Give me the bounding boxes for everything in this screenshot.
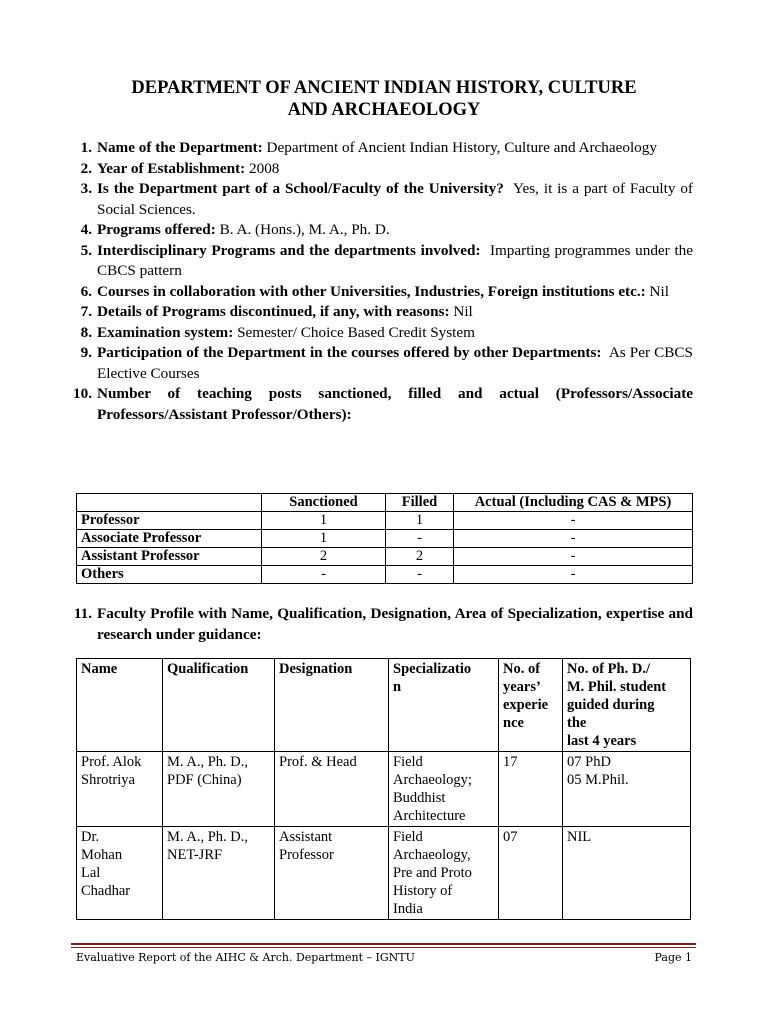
title-line-1: DEPARTMENT OF ANCIENT INDIAN HISTORY, CULTURE xyxy=(131,78,637,98)
table-cell: 1 xyxy=(262,512,386,530)
table-cell: 07 xyxy=(499,827,563,920)
list-item-number: 5. xyxy=(80,241,92,259)
list-item-label: Examination system: xyxy=(97,323,234,341)
table-cell: Dr. Mohan Lal Chadhar xyxy=(77,827,163,920)
list-item-number: 7. xyxy=(80,303,92,320)
list-item-number: 1. xyxy=(80,139,92,156)
table-cell: - xyxy=(454,530,693,548)
list-item xyxy=(72,282,693,303)
footer-divider xyxy=(71,943,696,945)
list-item-label: Details of Programs discontinued, if any, with reasons: xyxy=(97,303,450,320)
list-item-label: Interdisciplinary Programs and the departments involved: xyxy=(97,241,481,259)
table-cell: Prof. Alok Shrotriya xyxy=(77,752,163,827)
list-item-number: 4. xyxy=(80,221,92,238)
table-cell: 17 xyxy=(499,752,563,827)
column-header: Qualification xyxy=(163,659,275,752)
list-item-label: Name of the Department: xyxy=(97,139,263,156)
list-item-label: Is the Department part of a School/Faculty of the University? xyxy=(97,180,504,197)
list-item-number: 8. xyxy=(80,323,92,341)
column-header: Designation xyxy=(275,659,389,752)
list-item-label: Year of Establishment: xyxy=(97,159,246,177)
table-cell: - xyxy=(454,512,693,530)
list-item-text: Faculty Profile with Name, Qualification, Designation, Area of Specialization, expertise and research under guidance: xyxy=(97,605,693,643)
table-cell: 1 xyxy=(386,512,454,530)
table-row xyxy=(77,752,691,827)
table-cell: Field Archaeology; Buddhist Architecture xyxy=(389,752,499,827)
list-item-number: 10. xyxy=(73,385,92,402)
table-header-row xyxy=(77,494,693,512)
list-item-number: 3. xyxy=(80,180,92,197)
row-label-cell: Others xyxy=(77,566,262,584)
list-item-text xyxy=(97,159,693,180)
footer-report-title: Evaluative Report of the AIHC & Arch. Department – IGNTU xyxy=(76,951,415,964)
list-item xyxy=(72,323,693,344)
table-row xyxy=(77,566,693,584)
table-cell: - xyxy=(454,548,693,566)
column-header: No. of years’ experie nce xyxy=(499,659,563,752)
row-label-cell: Professor xyxy=(77,512,262,530)
list-item-value: B. A. (Hons.), M. A., Ph. D. xyxy=(215,221,390,238)
table-header-row xyxy=(77,659,691,752)
list-item-label: Participation of the Department in the courses offered by other Departments: xyxy=(97,344,602,361)
column-header: Name xyxy=(77,659,163,752)
list-item xyxy=(72,241,697,282)
table-cell: 07 PhD 05 M.Phil. xyxy=(563,752,691,827)
row-label-cell: Associate Professor xyxy=(77,530,262,548)
column-header xyxy=(77,494,262,512)
table-row xyxy=(77,512,693,530)
list-item-number: 11. xyxy=(73,605,92,622)
list-item xyxy=(72,302,693,323)
list-item-label: Programs offered: xyxy=(97,221,216,238)
list-item-number: 9. xyxy=(80,344,92,361)
table-cell: Field Archaeology, Pre and Proto History of India xyxy=(389,827,499,920)
teaching-posts-table xyxy=(76,493,693,584)
table-cell: - xyxy=(262,566,386,584)
table-cell: NIL xyxy=(563,827,691,920)
list-item-text xyxy=(97,220,693,241)
list-item-number: 6. xyxy=(80,282,92,300)
list-item-value: Department of Ancient Indian History, Culture and Archaeology xyxy=(262,139,657,156)
list-item-text xyxy=(97,179,697,220)
footer-divider-thin xyxy=(71,947,696,948)
list-item-label: Courses in collaboration with other Universities, Industries, Foreign institutions etc.: xyxy=(97,282,646,300)
list-item-value: Nil xyxy=(449,303,473,320)
department-details-list xyxy=(72,138,697,425)
table-cell: M. A., Ph. D., NET-JRF xyxy=(163,827,275,920)
table-cell: - xyxy=(454,566,693,584)
table-row xyxy=(77,548,693,566)
list-item-value: 2008 xyxy=(245,159,280,177)
list-item xyxy=(72,343,697,384)
table-cell: Prof. & Head xyxy=(275,752,389,827)
list-item-text xyxy=(97,323,693,344)
list-item xyxy=(72,179,697,220)
list-item-text xyxy=(97,241,697,282)
list-item-value: Imparting programmes under the CBCS pattern xyxy=(97,241,697,279)
list-item-value: As Per CBCS Elective Courses xyxy=(97,344,697,382)
title-line-2: AND ARCHAEOLOGY xyxy=(287,100,481,120)
list-item xyxy=(72,384,693,425)
list-item-number: 2. xyxy=(80,159,92,177)
list-item xyxy=(72,159,693,180)
list-item-text xyxy=(97,282,693,303)
list-item-value: Nil xyxy=(645,282,669,300)
table-cell: - xyxy=(386,530,454,548)
faculty-profile-table xyxy=(76,658,691,920)
list-item-label: Number of teaching posts sanctioned, filled and actual (Professors/Associate Professors/Assistant Professor/Others): xyxy=(97,385,693,423)
list-item-text xyxy=(97,302,693,323)
list-item xyxy=(72,220,693,241)
table-cell: - xyxy=(386,566,454,584)
column-header: No. of Ph. D./ M. Phil. student guided during the last 4 years xyxy=(563,659,691,752)
list-item-value: Semester/ Choice Based Credit System xyxy=(233,323,475,341)
table-cell: 2 xyxy=(386,548,454,566)
table-cell: 1 xyxy=(262,530,386,548)
page-title xyxy=(70,77,698,121)
table-row xyxy=(77,827,691,920)
list-item-value: Yes, it is a part of Faculty of Social Sciences. xyxy=(97,180,697,218)
column-header: Specializatio n xyxy=(389,659,499,752)
row-label-cell: Assistant Professor xyxy=(77,548,262,566)
table-cell: Assistant Professor xyxy=(275,827,389,920)
table-cell: M. A., Ph. D., PDF (China) xyxy=(163,752,275,827)
footer-page-number: Page 1 xyxy=(654,951,692,964)
list-item xyxy=(72,138,693,159)
list-item-text xyxy=(97,343,697,384)
column-header: Sanctioned xyxy=(262,494,386,512)
column-header: Filled xyxy=(386,494,454,512)
list-item-text xyxy=(97,138,693,159)
table-row xyxy=(77,530,693,548)
list-item-text xyxy=(97,384,693,425)
table-cell: 2 xyxy=(262,548,386,566)
list-item-11 xyxy=(72,604,693,645)
column-header: Actual (Including CAS & MPS) xyxy=(454,494,693,512)
